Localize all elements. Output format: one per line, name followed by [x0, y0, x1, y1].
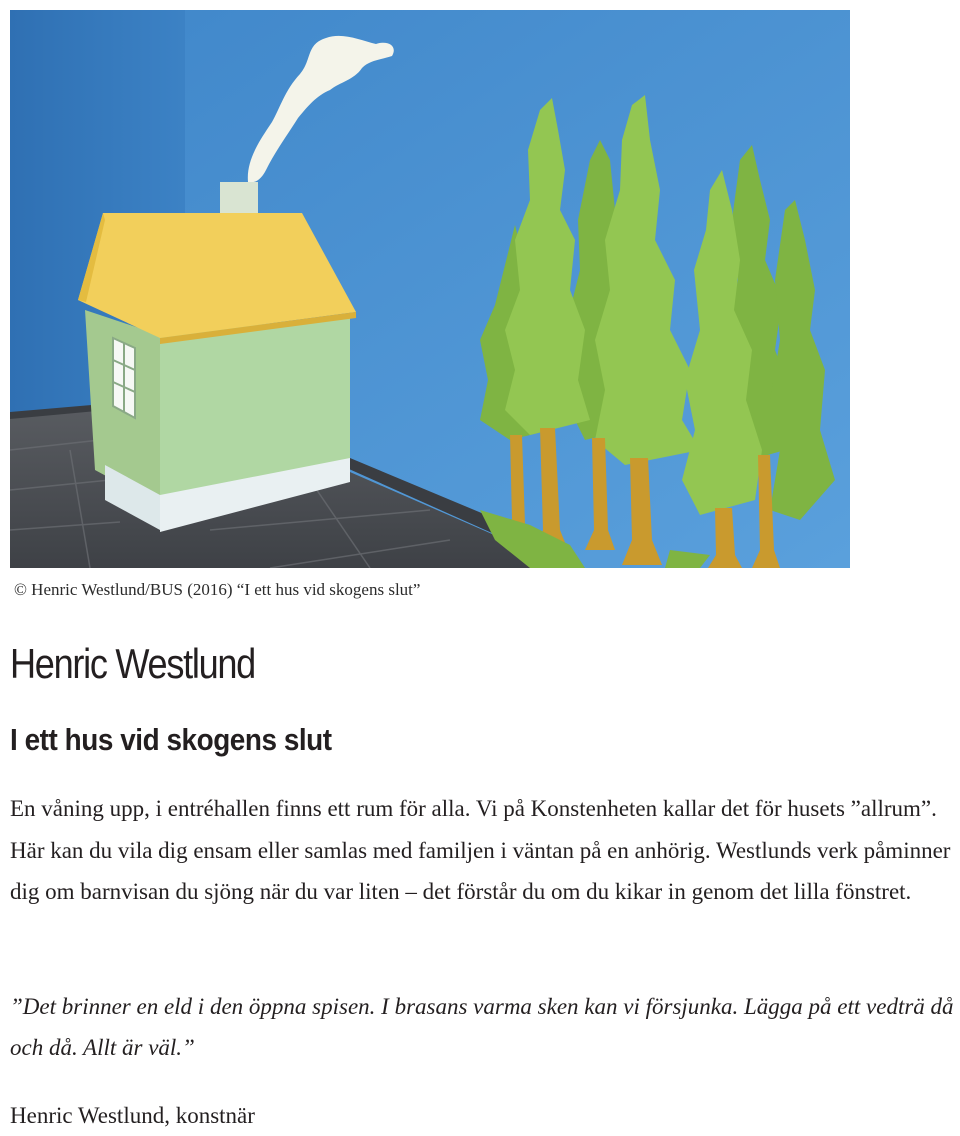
- photo-caption: © Henric Westlund/BUS (2016) “I ett hus vid skogens slut”: [14, 580, 421, 599]
- artist-name: Henric Westlund: [10, 640, 255, 687]
- artwork-photo: [10, 10, 850, 568]
- artist-quote: ”Det brinner en eld i den öppna spisen. I brasans varma sken kan vi försjunka. Lägga på ett vedträ då och då. Allt är väl.”: [10, 994, 954, 1060]
- description-paragraph: En våning upp, i entréhallen finns ett rum för alla. Vi på Konstenheten kallar det för husets ”allrum”. Här kan du vila dig ensam eller samlas med familjen i väntan på en anhörig. Westlunds verk påminner dig om barnvisan du sjöng när du var liten – det förstår du om du kikar in genom det lilla fönstret.: [10, 796, 951, 904]
- quote-signature: Henric Westlund, konstnär: [10, 1103, 255, 1128]
- artwork-title: I ett hus vid skogens slut: [10, 722, 332, 757]
